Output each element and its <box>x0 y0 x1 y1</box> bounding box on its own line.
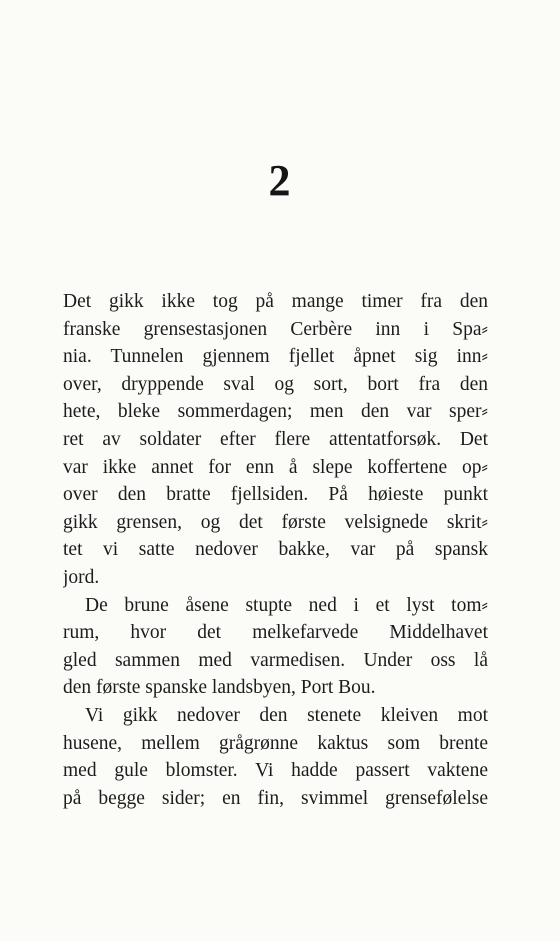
text-line: De brune åsene stupte ned i et lyst tom⸗ <box>85 594 488 616</box>
text-line: rum, hvor det melkefarvede Middelhavet <box>63 622 488 644</box>
text-line: den første spanske landsbyen, Port Bou. <box>63 677 376 699</box>
text-line: ret av soldater efter flere attentatforsøk. Det <box>63 428 488 450</box>
text-line: husene, mellem grågrønne kaktus som brente <box>63 732 488 754</box>
text-line: Vi gikk nedover den stenete kleiven mot <box>85 704 488 726</box>
text-line: med gule blomster. Vi hadde passert vaktene <box>63 760 488 782</box>
text-line: på begge sider; en fin, svimmel grensefølelse <box>63 787 488 809</box>
text-line: gikk grensen, og det første velsignede skrit⸗ <box>63 511 488 533</box>
text-line: nia. Tunnelen gjennem fjellet åpnet sig inn⸗ <box>63 346 488 368</box>
text-line: over den bratte fjellsiden. På høieste punkt <box>63 484 488 506</box>
text-line: var ikke annet for enn å slepe koffertene op⸗ <box>63 456 488 478</box>
text-line: Det gikk ikke tog på mange timer fra den <box>63 291 488 312</box>
chapter-number: 2 <box>268 156 292 205</box>
text-line: franske grensestasjonen Cerbère inn i Spa⸗ <box>63 318 488 340</box>
chapter-body-text <box>63 288 488 812</box>
text-line: jord. <box>63 566 100 588</box>
text-line: hete, bleke sommerdagen; men den var sper⸗ <box>63 401 488 423</box>
text-line: tet vi satte nedover bakke, var på spansk <box>63 539 488 561</box>
text-line: over, dryppende sval og sort, bort fra den <box>63 373 488 395</box>
text-line: gled sammen med varmedisen. Under oss lå <box>63 649 488 671</box>
